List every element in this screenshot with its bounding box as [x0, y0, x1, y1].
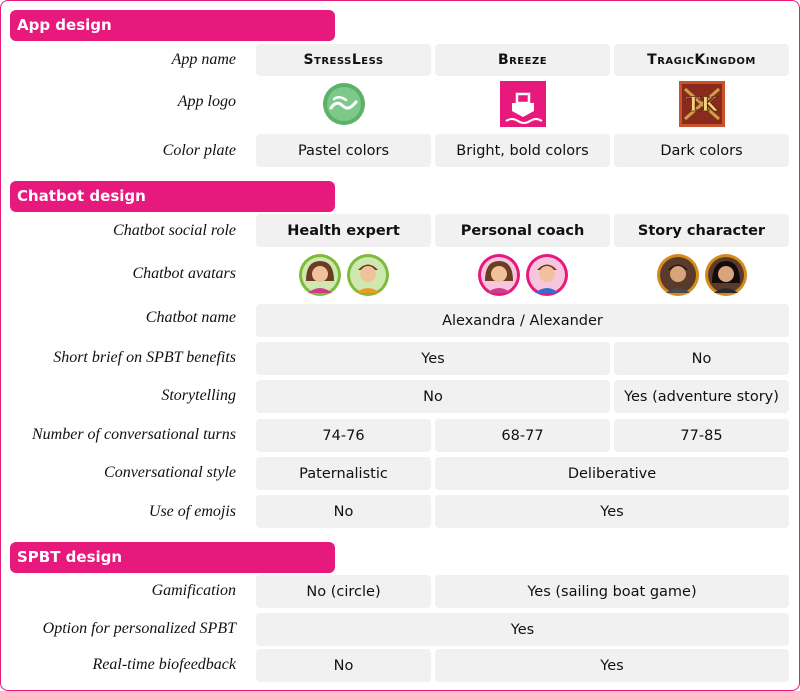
style-paternalistic: Paternalistic [256, 457, 431, 490]
section-header-chatbot: Chatbot design [10, 181, 335, 212]
row-label-app-logo: App logo [177, 93, 236, 110]
row-label-style: Conversational style [104, 464, 236, 481]
female-avatar-icon [298, 253, 342, 297]
turns-value-2: 68-77 [435, 419, 610, 452]
color-bright: Bright, bold colors [435, 134, 610, 167]
row-label-chatbot-name: Chatbot name [145, 309, 236, 326]
turns-value-1: 74-76 [256, 419, 431, 452]
style-deliberative: Deliberative [435, 457, 789, 490]
role-personal-coach: Personal coach [435, 214, 610, 247]
brief-value-yes: Yes [256, 342, 610, 375]
wave-logo-icon [322, 82, 366, 126]
color-dark: Dark colors [614, 134, 789, 167]
role-story-character: Story character [614, 214, 789, 247]
gamification-no: No (circle) [256, 575, 431, 608]
male-avatar-icon [346, 253, 390, 297]
chatbot-name-value: Alexandra / Alexander [256, 304, 789, 337]
emoji-value-yes: Yes [435, 495, 789, 528]
row-label-emojis: Use of emojis [148, 503, 236, 520]
section-header-app: App design [10, 10, 335, 41]
row-label-brief: Short brief on SPBT benefits [53, 349, 236, 366]
app-name-stressless: StressLess [256, 44, 431, 76]
story-value-yes: Yes (adventure story) [614, 380, 789, 413]
color-pastel: Pastel colors [256, 134, 431, 167]
emoji-value-no: No [256, 495, 431, 528]
male-avatar-icon [656, 253, 700, 297]
row-label-gamification: Gamification [151, 582, 236, 599]
personalized-yes: Yes [256, 613, 789, 646]
gamification-yes: Yes (sailing boat game) [435, 575, 789, 608]
row-label-storytelling: Storytelling [161, 387, 236, 404]
app-name-tragickingdom: TragicKingdom [614, 44, 789, 76]
app-name-breeze: Breeze [435, 44, 610, 76]
row-label-personalized: Option for personalized SPBT [42, 620, 236, 637]
female-avatar-icon [477, 253, 521, 297]
biofeedback-yes: Yes [435, 649, 789, 682]
svg-text:TK: TK [685, 92, 718, 116]
male-avatar-icon [525, 253, 569, 297]
turns-value-3: 77-85 [614, 419, 789, 452]
section-header-spbt: SPBT design [10, 542, 335, 573]
row-label-social-role: Chatbot social role [113, 222, 236, 239]
brief-value-no: No [614, 342, 789, 375]
role-health-expert: Health expert [256, 214, 431, 247]
row-label-app-name: App name [171, 51, 236, 68]
female-avatar-icon [704, 253, 748, 297]
row-label-avatars: Chatbot avatars [132, 265, 236, 282]
row-label-turns: Number of conversational turns [32, 426, 236, 443]
tk-logo-icon [679, 81, 725, 127]
row-label-biofeedback: Real-time biofeedback [92, 656, 236, 673]
boat-logo-icon [500, 81, 546, 127]
row-label-color-plate: Color plate [162, 142, 236, 159]
biofeedback-no: No [256, 649, 431, 682]
story-value-no: No [256, 380, 610, 413]
